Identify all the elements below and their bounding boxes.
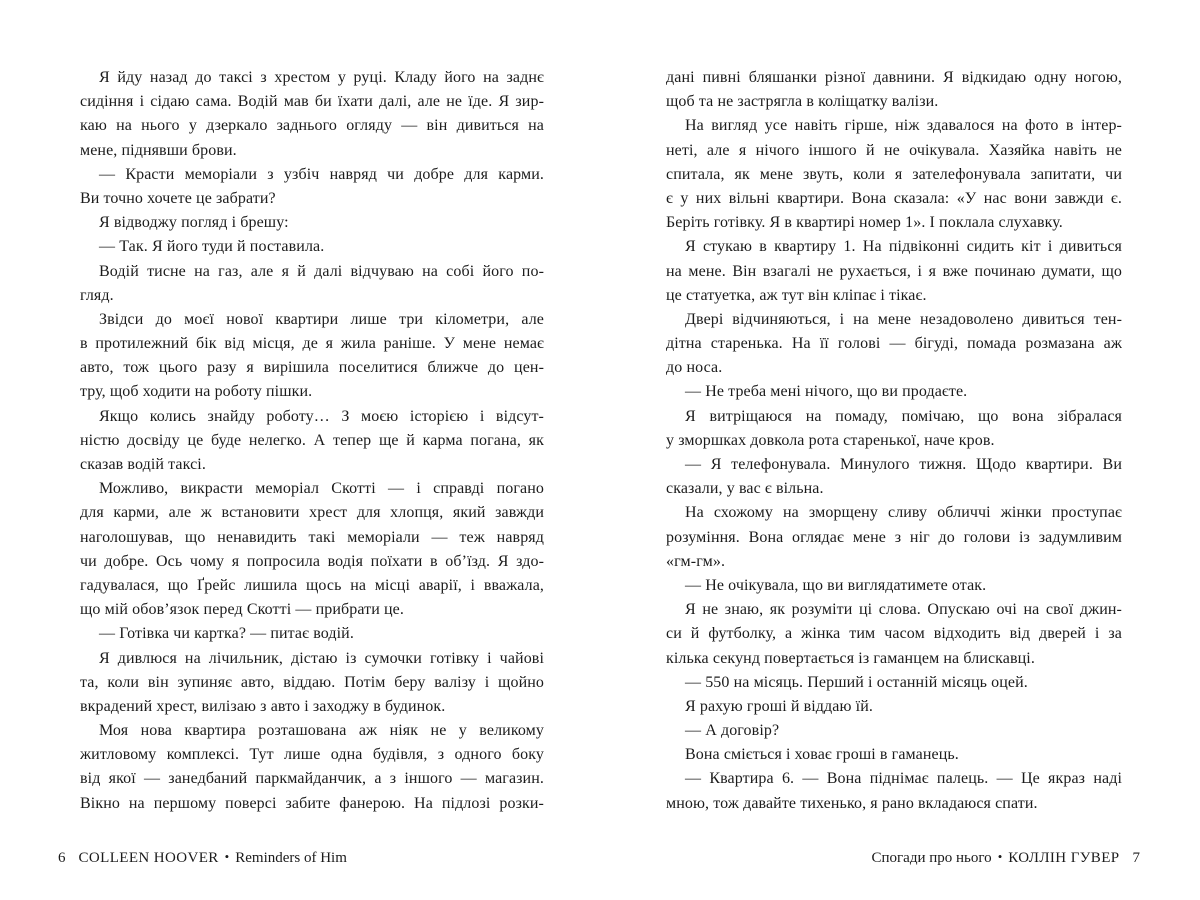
text-line: сказали, у вас є вільна.: [666, 480, 824, 498]
text-line: — Не очікувала, що ви виглядатимете отак.: [685, 576, 987, 594]
text-line: Я дивлюся на лічильник, дістаю із сумочки готівку і чайові: [99, 649, 544, 667]
text-line: — А договір?: [685, 722, 780, 740]
text-line: — Квартира 6. — Вона піднімає палець. — Це якраз наді: [685, 770, 1122, 788]
text-line: сидіння і сідаю сама. Водій мав би їхати далі, але не їде. Я зир-: [80, 93, 544, 111]
footer-book-title-left: Reminders of Him: [235, 850, 347, 866]
text-line: На схожому на зморщену сливу обличчі жінки проступає: [685, 504, 1122, 522]
footer-author-right: КОЛЛІН ГУВЕР: [1008, 850, 1120, 866]
text-line: мене, піднявши брови.: [80, 141, 237, 159]
text-line: дітна старенька. На її голові — бігуді, помада розмазана аж: [666, 335, 1122, 353]
text-line: Беріть готівку. Я в квартирі номер 1». І поклала слухавку.: [666, 214, 1063, 232]
text-line: чи добре. Ось чому я попросила водія поїхати в об’їзд. Я здо-: [80, 552, 544, 570]
footer-author-left: COLLEEN HOOVER: [78, 850, 219, 866]
footer-book-title-right: Спогади про нього: [871, 850, 992, 866]
text-line: Звідси до моєї нової квартири лише три кілометри, але: [99, 310, 544, 328]
text-line: вкрадений хрест, вилізаю з авто і заходжу в будинок.: [80, 697, 446, 715]
text-line: Я не знаю, як розуміти ці слова. Опускаю очі на свої джин-: [685, 601, 1122, 619]
text-line: — Красти меморіали з узбіч навряд чи добре для карми.: [99, 165, 544, 183]
text-line: авто, тож цього разу я вирішила поселитися ближче до цен-: [80, 359, 544, 377]
text-line: від якої — занедбаний паркмайданчик, а з іншого — магазин.: [80, 770, 544, 788]
text-line: Можливо, викрасти меморіал Скотті — і справді погано: [99, 480, 544, 498]
text-line: наголошував, що ненавидить такі меморіали — теж навряд: [80, 528, 544, 546]
page-left-text-column: [80, 66, 544, 816]
text-line: Я йду назад до таксі з хрестом у руці. Кладу його на заднє: [99, 69, 544, 86]
text-line: та, коли він зупиняє авто, віддаю. Потім беру валізу і щойно: [80, 673, 544, 691]
text-line: — Не треба мені нічого, що ви продаєте.: [685, 383, 968, 401]
text-line: На вигляд усе навіть гірше, ніж здавалося на фото в інтер-: [685, 117, 1122, 135]
page-right-running-footer: [872, 849, 1141, 867]
text-line: Якщо колись знайду роботу… З моєю історією і відсут-: [99, 407, 544, 425]
text-line: кілька секунд повертається із гаманцем на блискавці.: [666, 649, 1035, 667]
text-line: Ви точно хочете це забрати?: [80, 189, 276, 207]
text-line: у зморшках довкола рота старенької, наче кров.: [666, 431, 995, 449]
footer-bullet-left: •: [224, 849, 230, 864]
text-line: в протилежний бік від місця, де я жила раніше. У мене немає: [80, 335, 544, 353]
text-line: Вікно на першому поверсі забите фанерою. На підлозі розки-: [80, 794, 544, 812]
text-line: неті, але я нічого іншого й не очікувала. Хазяйка навіть не: [666, 141, 1122, 159]
text-line: Я рахую гроші й віддаю їй.: [685, 697, 873, 715]
text-line: дані пивні бляшанки різної давнини. Я відкидаю одну ногою,: [666, 69, 1122, 86]
text-line: гляд.: [80, 286, 114, 304]
text-line: Моя нова квартира розташована аж ніяк не у великому: [99, 722, 544, 740]
text-line: Я відводжу погляд і брешу:: [99, 214, 289, 232]
page-number-left: 6: [58, 850, 66, 866]
text-line: є у них вільні квартири. Вона сказала: «У нас вони завжди є.: [666, 189, 1122, 207]
text-line: мною, тож давайте тихенько, я рано вкладаюся спати.: [666, 794, 1038, 812]
text-line: — Готівка чи картка? — питає водій.: [99, 625, 354, 643]
text-line: сказав водій таксі.: [80, 456, 206, 473]
text-line: Вона сміється і ховає гроші в гаманець.: [685, 746, 959, 764]
page-number-right: 7: [1132, 850, 1140, 866]
page-right-text-column: [666, 66, 1122, 816]
text-line: це статуетка, аж тут він кліпає і тікає.: [666, 286, 927, 304]
text-line: Я стукаю в квартиру 1. На підвіконні сидить кіт і дивиться: [685, 238, 1122, 256]
text-line: тру, щоб ходити на роботу пішки.: [80, 383, 313, 401]
text-line: — Так. Я його туди й поставила.: [99, 238, 325, 256]
text-line: Водій тисне на газ, але я й далі відчуваю на собі його по-: [99, 262, 544, 280]
text-line: що мій обов’язок перед Скотті — прибрати це.: [80, 601, 404, 619]
text-line: Двері відчиняються, і на мене незадоволено дивиться тен-: [685, 310, 1122, 328]
text-line: «гм-гм».: [666, 552, 726, 570]
text-line: спитала, як мене звуть, коли я зателефонувала запитати, чи: [666, 165, 1122, 183]
text-line: на мене. Він взагалі не рухається, і я вже починаю думати, що: [666, 262, 1122, 280]
footer-bullet-right: •: [997, 849, 1003, 864]
text-line: щоб та не застрягла в коліщатку валізи.: [666, 93, 939, 111]
text-line: каю на нього у дзеркало заднього огляду — він дивиться на: [80, 117, 544, 135]
text-line: си й футболку, а жінка тим часом відходить від дверей і за: [666, 625, 1122, 643]
text-line: — Я телефонувала. Минулого тижня. Щодо квартири. Ви: [685, 456, 1122, 473]
text-line: для карми, але ж встановити хрест для хлопця, який завжди: [80, 504, 544, 522]
text-line: до носа.: [666, 359, 723, 377]
text-line: гадувалася, що Ґрейс лишила щось на місці аварії, і вважала,: [80, 576, 544, 594]
text-line: житловому комплексі. Тут лише одна будівля, з одного боку: [80, 746, 544, 764]
text-line: ністю досвіду це буде нелегко. А тепер ще й карма погана, як: [80, 431, 544, 449]
text-line: розуміння. Вона оглядає мене з ніг до голови із задумливим: [666, 528, 1122, 546]
page-left-running-footer: [58, 849, 347, 867]
text-line: — 550 на місяць. Перший і останній місяць оцей.: [685, 673, 1028, 691]
text-line: Я витріщаюся на помаду, помічаю, що вона зібралася: [685, 407, 1122, 425]
